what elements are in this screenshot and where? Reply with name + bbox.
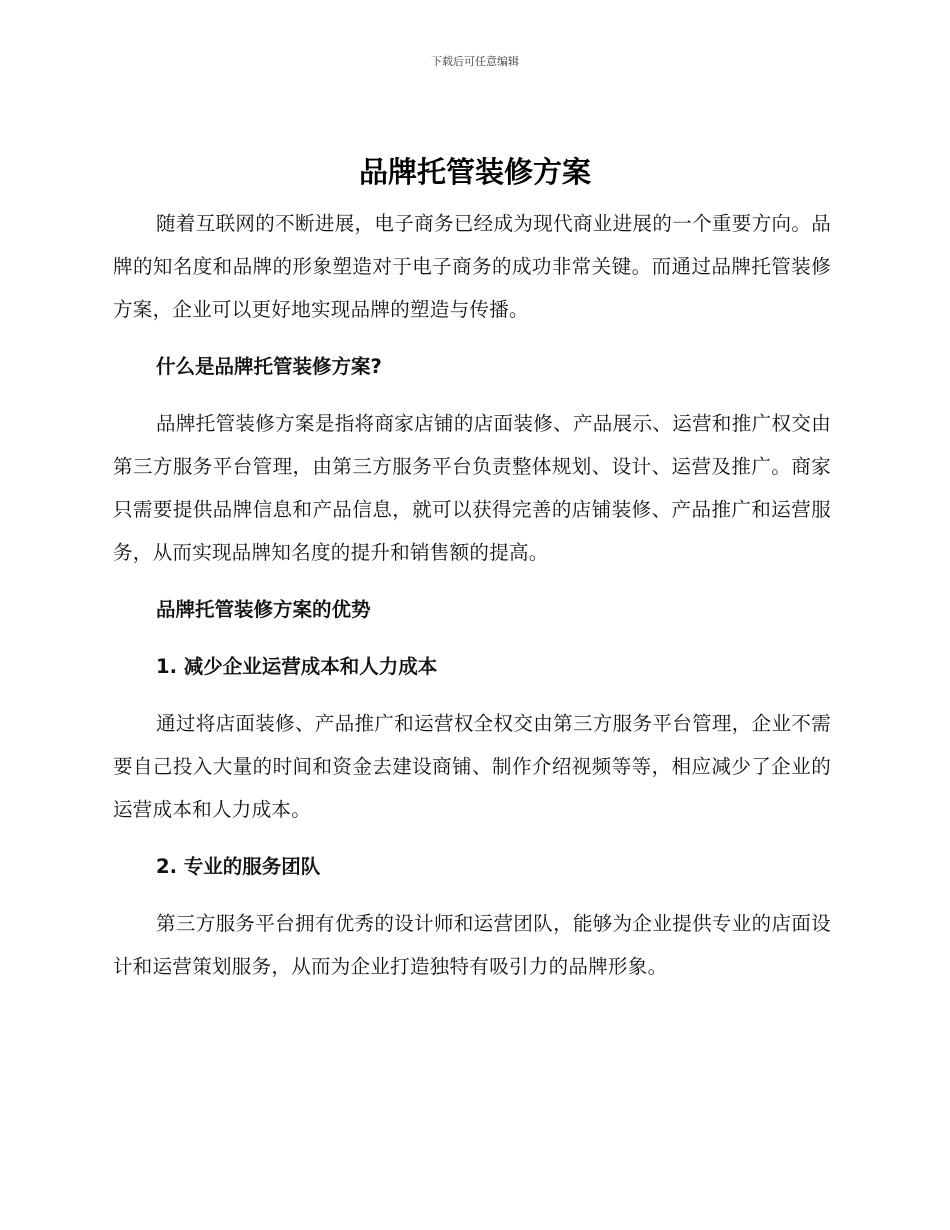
section-heading-what-is: 什么是品牌托管装修方案? (156, 355, 382, 378)
document-body (113, 202, 831, 988)
section-paragraph-reduce-costs: 通过将店面装修、产品推广和运营权全权交由第三方服务平台管理，企业不需要自己投入大量的时间和资金去建设商铺、制作介绍视频等等，相应减少了企业的运营成本和人力成本。 (113, 712, 831, 821)
intro-paragraph: 随着互联网的不断进展，电子商务已经成为现代商业进展的一个重要方向。品牌的知名度和品牌的形象塑造对于电子商务的成功非常关键。而通过品牌托管装修方案，企业可以更好地实现品牌的塑造与传播。 (113, 212, 831, 321)
document-title: 品牌托管装修方案 (358, 155, 591, 189)
section-heading-advantages: 品牌托管装修方案的优势 (156, 598, 371, 621)
section-paragraph-professional-team: 第三方服务平台拥有优秀的设计师和运营团队，能够为企业提供专业的店面设计和运营策划服务，从而为企业打造独特有吸引力的品牌形象。 (113, 912, 831, 978)
section-heading-reduce-costs: 1. 减少企业运营成本和人力成本 (156, 655, 438, 678)
section-heading-professional-team: 2. 专业的服务团队 (156, 855, 321, 878)
section-paragraph-what-is: 品牌托管装修方案是指将商家店铺的店面装修、产品展示、运营和推广权交由第三方服务平台管理，由第三方服务平台负责整体规划、设计、运营及推广。商家只需要提供品牌信息和产品信息，就可以获得完善的店铺装修、产品推广和运营服务，从而实现品牌知名度的提升和销售额的提高。 (113, 412, 831, 564)
page-header-note: 下载后可任意编辑 (431, 55, 519, 68)
